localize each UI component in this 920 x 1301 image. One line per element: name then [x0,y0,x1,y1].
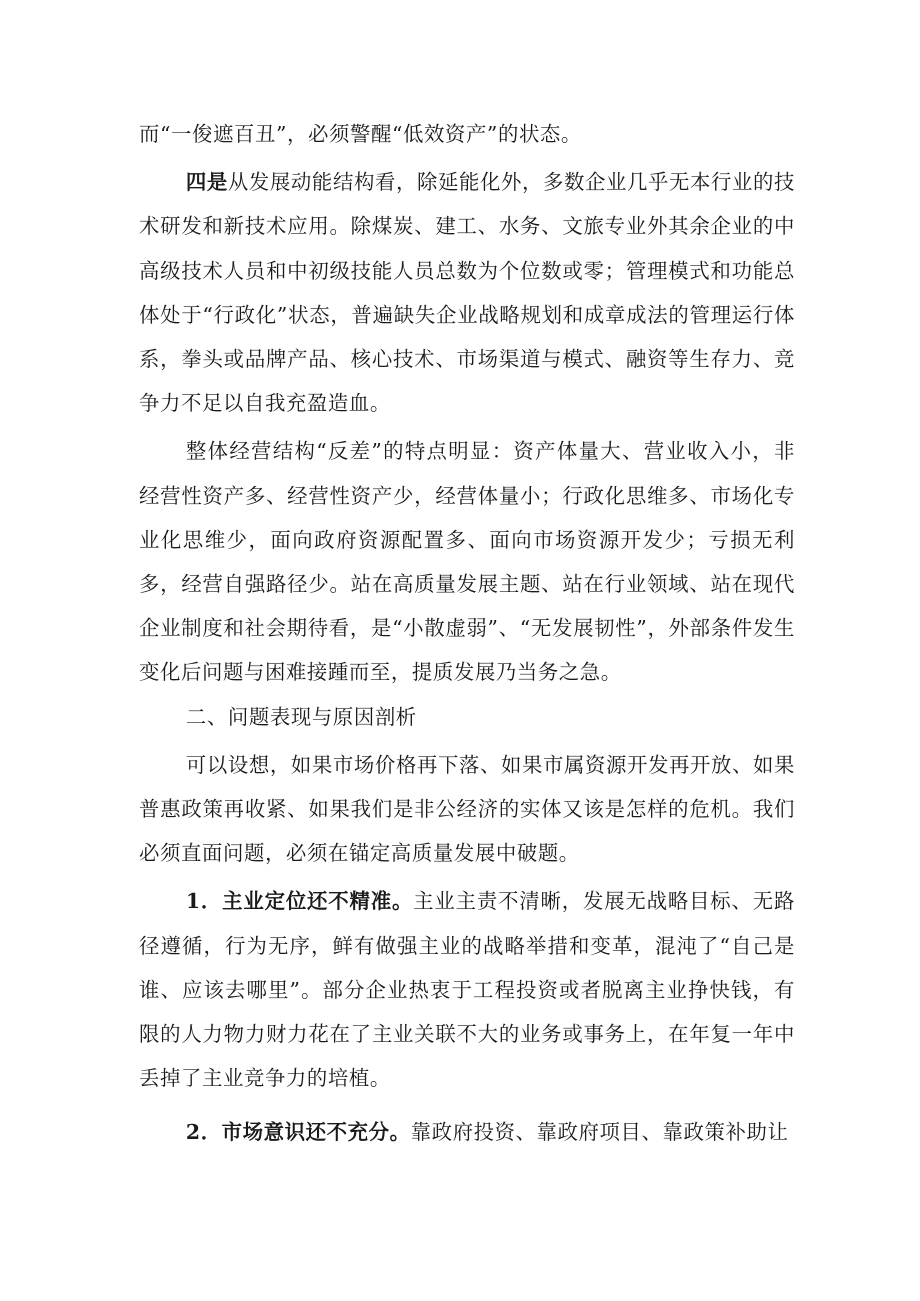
paragraph-text: 主业主责不清晰，发展无战略目标、无路径遵循，行为无序，鲜有做强主业的战略举措和变革，混沌了“自己是谁、应该去哪里”。部分企业热衷于工程投资或者脱离主业挣快钱，有限的人力物力财力花在了主业关联不大的业务或事务上，在年复一年中丢掉了主业竞争力的培植。 [139,889,795,1091]
paragraph-text: 靠政府投资、靠政府项目、靠政策补助让 [410,1120,789,1145]
document-page [139,112,795,1155]
paragraph-lead: 1．主业定位还不精准。 [185,889,414,914]
paragraph-overall-structure [139,429,795,694]
paragraph-item-2 [139,1110,795,1154]
paragraph-text: 整体经营结构“反差”的特点明显：资产体量大、营业收入小，非经营性资产多、经营性资产少，经营体量小；行政化思维多、市场化专业化思维少，面向政府资源配置多、面向市场资源开发少；亏损无利多，经营自强路径少。站在高质量发展主题、站在行业领域、站在现代企业制度和社会期待看，是“小散虚弱”、“无发展韧性”，外部条件发生变化后问题与困难接踵而至，提质发展乃当务之急。 [139,439,795,685]
paragraph-text: 从发展动能结构看，除延能化外，多数企业几乎无本行业的技术研发和新技术应用。除煤炭、建工、水务、文旅专业外其余企业的中高级技术人员和中初级技能人员总数为个位数或零；管理模式和功能总体处于“行政化”状态，普遍缺失企业战略规划和成章成法的管理运行体系，拳头或品牌产品、核心技术、市场渠道与模式、融资等生存力、竞争力不足以自我充盈造血。 [139,170,795,416]
paragraph-scenario [139,743,795,876]
paragraph-point-four [139,160,795,425]
paragraph-lead: 2．市场意识还不充分。 [185,1120,411,1145]
section-heading [139,695,795,739]
paragraph-text: 而“一俊遮百丑”，必须警醒“低效资产”的状态。 [139,122,582,146]
paragraph-item-1 [139,879,795,1100]
paragraph-text: 可以设想，如果市场价格再下落、如果市属资源开发再开放、如果普惠政策再收紧、如果我们是非公经济的实体又该是怎样的危机。我们必须直面问题，必须在锚定高质量发展中破题。 [139,752,795,866]
paragraph-continuation [139,112,795,156]
paragraph-lead: 四是 [185,170,228,195]
section-heading-text: 二、问题表现与原因剖析 [185,704,417,729]
